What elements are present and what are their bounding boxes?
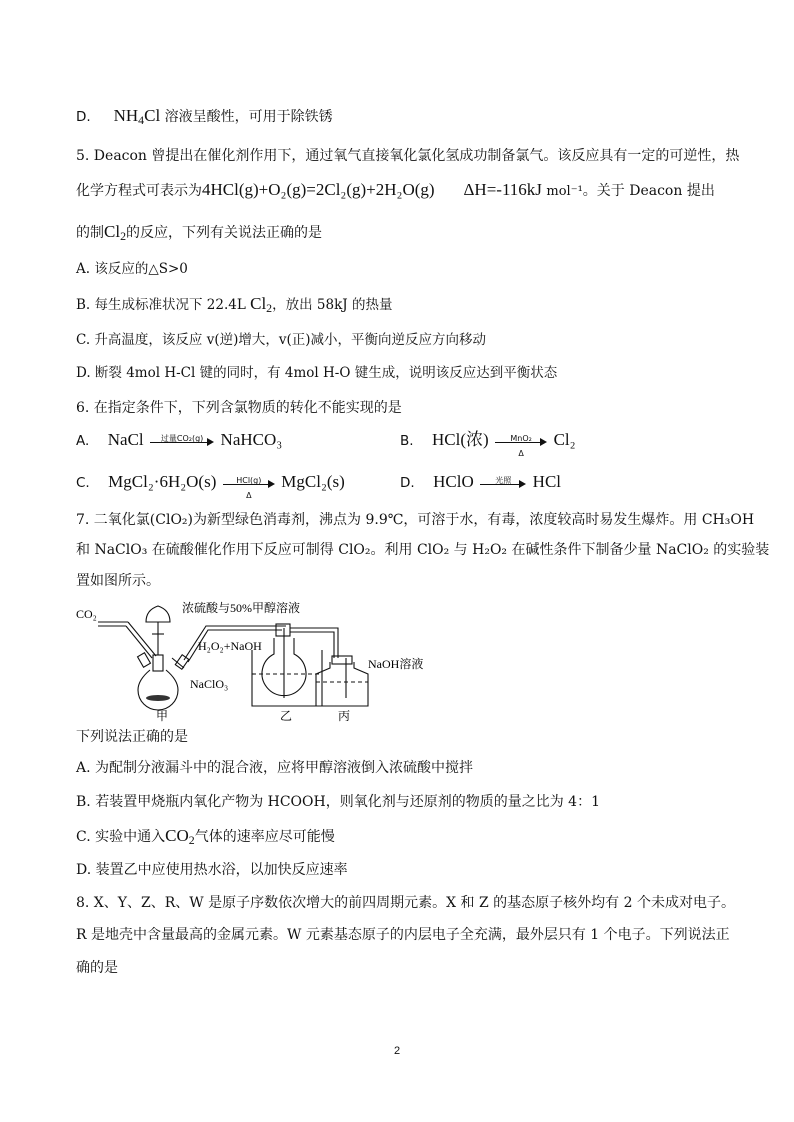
q7-option-a: A. 为配制分液漏斗中的混合液，应将甲醇溶液倒入浓硫酸中搅拌 — [76, 760, 474, 776]
q7-option-c: C. 实验中通入$CO_2$气体的速率应尽可能慢 — [76, 826, 335, 847]
option-letter: D. — [76, 109, 91, 125]
h2o2-label: H₂O₂+NaOH — [198, 639, 262, 653]
reaction-arrow: HCl(g) Δ — [223, 475, 275, 491]
apparatus-diagram — [76, 598, 424, 723]
reaction-arrow: 过量CO₂(g) — [150, 433, 214, 449]
q6-option-c: C. MgCl₂·6H₂O(s) HCl(g) Δ MgCl₂(s) — [76, 472, 345, 500]
co2-label: CO₂ — [76, 607, 97, 621]
reaction-arrow: MnO₂ Δ — [495, 433, 547, 449]
formula: $NH_4Cl$ — [113, 106, 161, 127]
naoh-label: NaOH溶液 — [368, 657, 424, 671]
q5-stem-line1: 5. Deacon 曾提出在催化剂作用下，通过氧气直接氧化氯化氢成功制备氯气。该反应具有一定的可逆性，热 — [76, 148, 740, 164]
q7-question: 下列说法正确的是 — [76, 729, 188, 745]
option-text: 溶液呈酸性，可用于除铁锈 — [164, 109, 333, 125]
page-number: 2 — [393, 1045, 401, 1057]
funnel-label: 浓硫酸与50%甲醇溶液 — [182, 601, 300, 615]
q8-stem-line3: 确的是 — [76, 960, 118, 976]
q6-option-d: D. HClO 光照 HCl — [400, 472, 562, 491]
label-yi: 乙 — [280, 709, 293, 723]
q8-stem-line1: 8. X、Y、Z、R、W 是原子序数依次增大的前四周期元素。X 和 Z 的基态原子核外均有 2 个未成对电子。 — [76, 895, 735, 911]
q6-option-a: A. NaCl 过量CO₂(g) NaHCO₃ — [76, 430, 283, 449]
q5-option-b: B. 每生成标准状况下 22.4L $Cl_2$，放出 58kJ 的热量 — [76, 294, 393, 315]
q5-option-d: D. 断裂 4mol H-Cl 键的同时，有 4mol H-O 键生成，说明该反应达到平衡状态 — [76, 365, 558, 381]
q7-option-b: B. 若装置甲烧瓶内氧化产物为 HCOOH，则氧化剂与还原剂的物质的量之比为 4：1 — [76, 794, 600, 810]
q5-stem-line2: 化学方程式可表示为4HCl(g)+O₂(g)=2Cl₂(g)+2H₂O(g) ΔH=-116kJ mol⁻¹。关于 Deacon 提出 — [76, 180, 715, 199]
q7-stem-line2: 和 NaClO₃ 在硫酸催化作用下反应可制得 ClO₂。利用 ClO₂ 与 H₂O₂ 在碱性条件下制备少量 NaClO₂ 的实验装 — [76, 542, 770, 558]
q5-stem-line3: 的制$Cl_2$的反应，下列有关说法正确的是 — [76, 222, 323, 243]
q7-stem-line3: 置如图所示。 — [76, 573, 160, 589]
q6-stem: 6. 在指定条件下，下列含氯物质的转化不能实现的是 — [76, 400, 402, 416]
q5-option-c: C. 升高温度，该反应 v(逆)增大，v(正)减小，平衡向逆反应方向移动 — [76, 332, 487, 348]
label-jia: 甲 — [156, 709, 169, 723]
enthalpy-unit: mol⁻¹ — [546, 184, 583, 199]
label-bing: 丙 — [338, 709, 351, 723]
q4-option-d — [76, 106, 333, 127]
naclo3-label: NaClO₃ — [190, 677, 229, 691]
thermo-equation: 4HCl(g)+O₂(g)=2Cl₂(g)+2H₂O(g) — [202, 180, 435, 199]
q5-option-a: A. 该反应的△S>0 — [76, 261, 188, 277]
q6-option-b: B. HCl(浓) MnO₂ Δ Cl₂ — [400, 430, 576, 458]
reaction-arrow: 光照 — [480, 475, 526, 491]
q7-stem-line1: 7. 二氧化氯(ClO₂)为新型绿色消毒剂，沸点为 9.9℃，可溶于水，有毒，浓度较高时易发生爆炸。用 CH₃OH — [76, 512, 755, 528]
q8-stem-line2: R 是地壳中含量最高的金属元素。W 元素基态原子的内层电子全充满，最外层只有 1 个电子。下列说法正 — [76, 927, 730, 943]
enthalpy: ΔH=-116kJ — [463, 180, 542, 199]
q7-option-d: D. 装置乙中应使用热水浴，以加快反应速率 — [76, 862, 348, 878]
